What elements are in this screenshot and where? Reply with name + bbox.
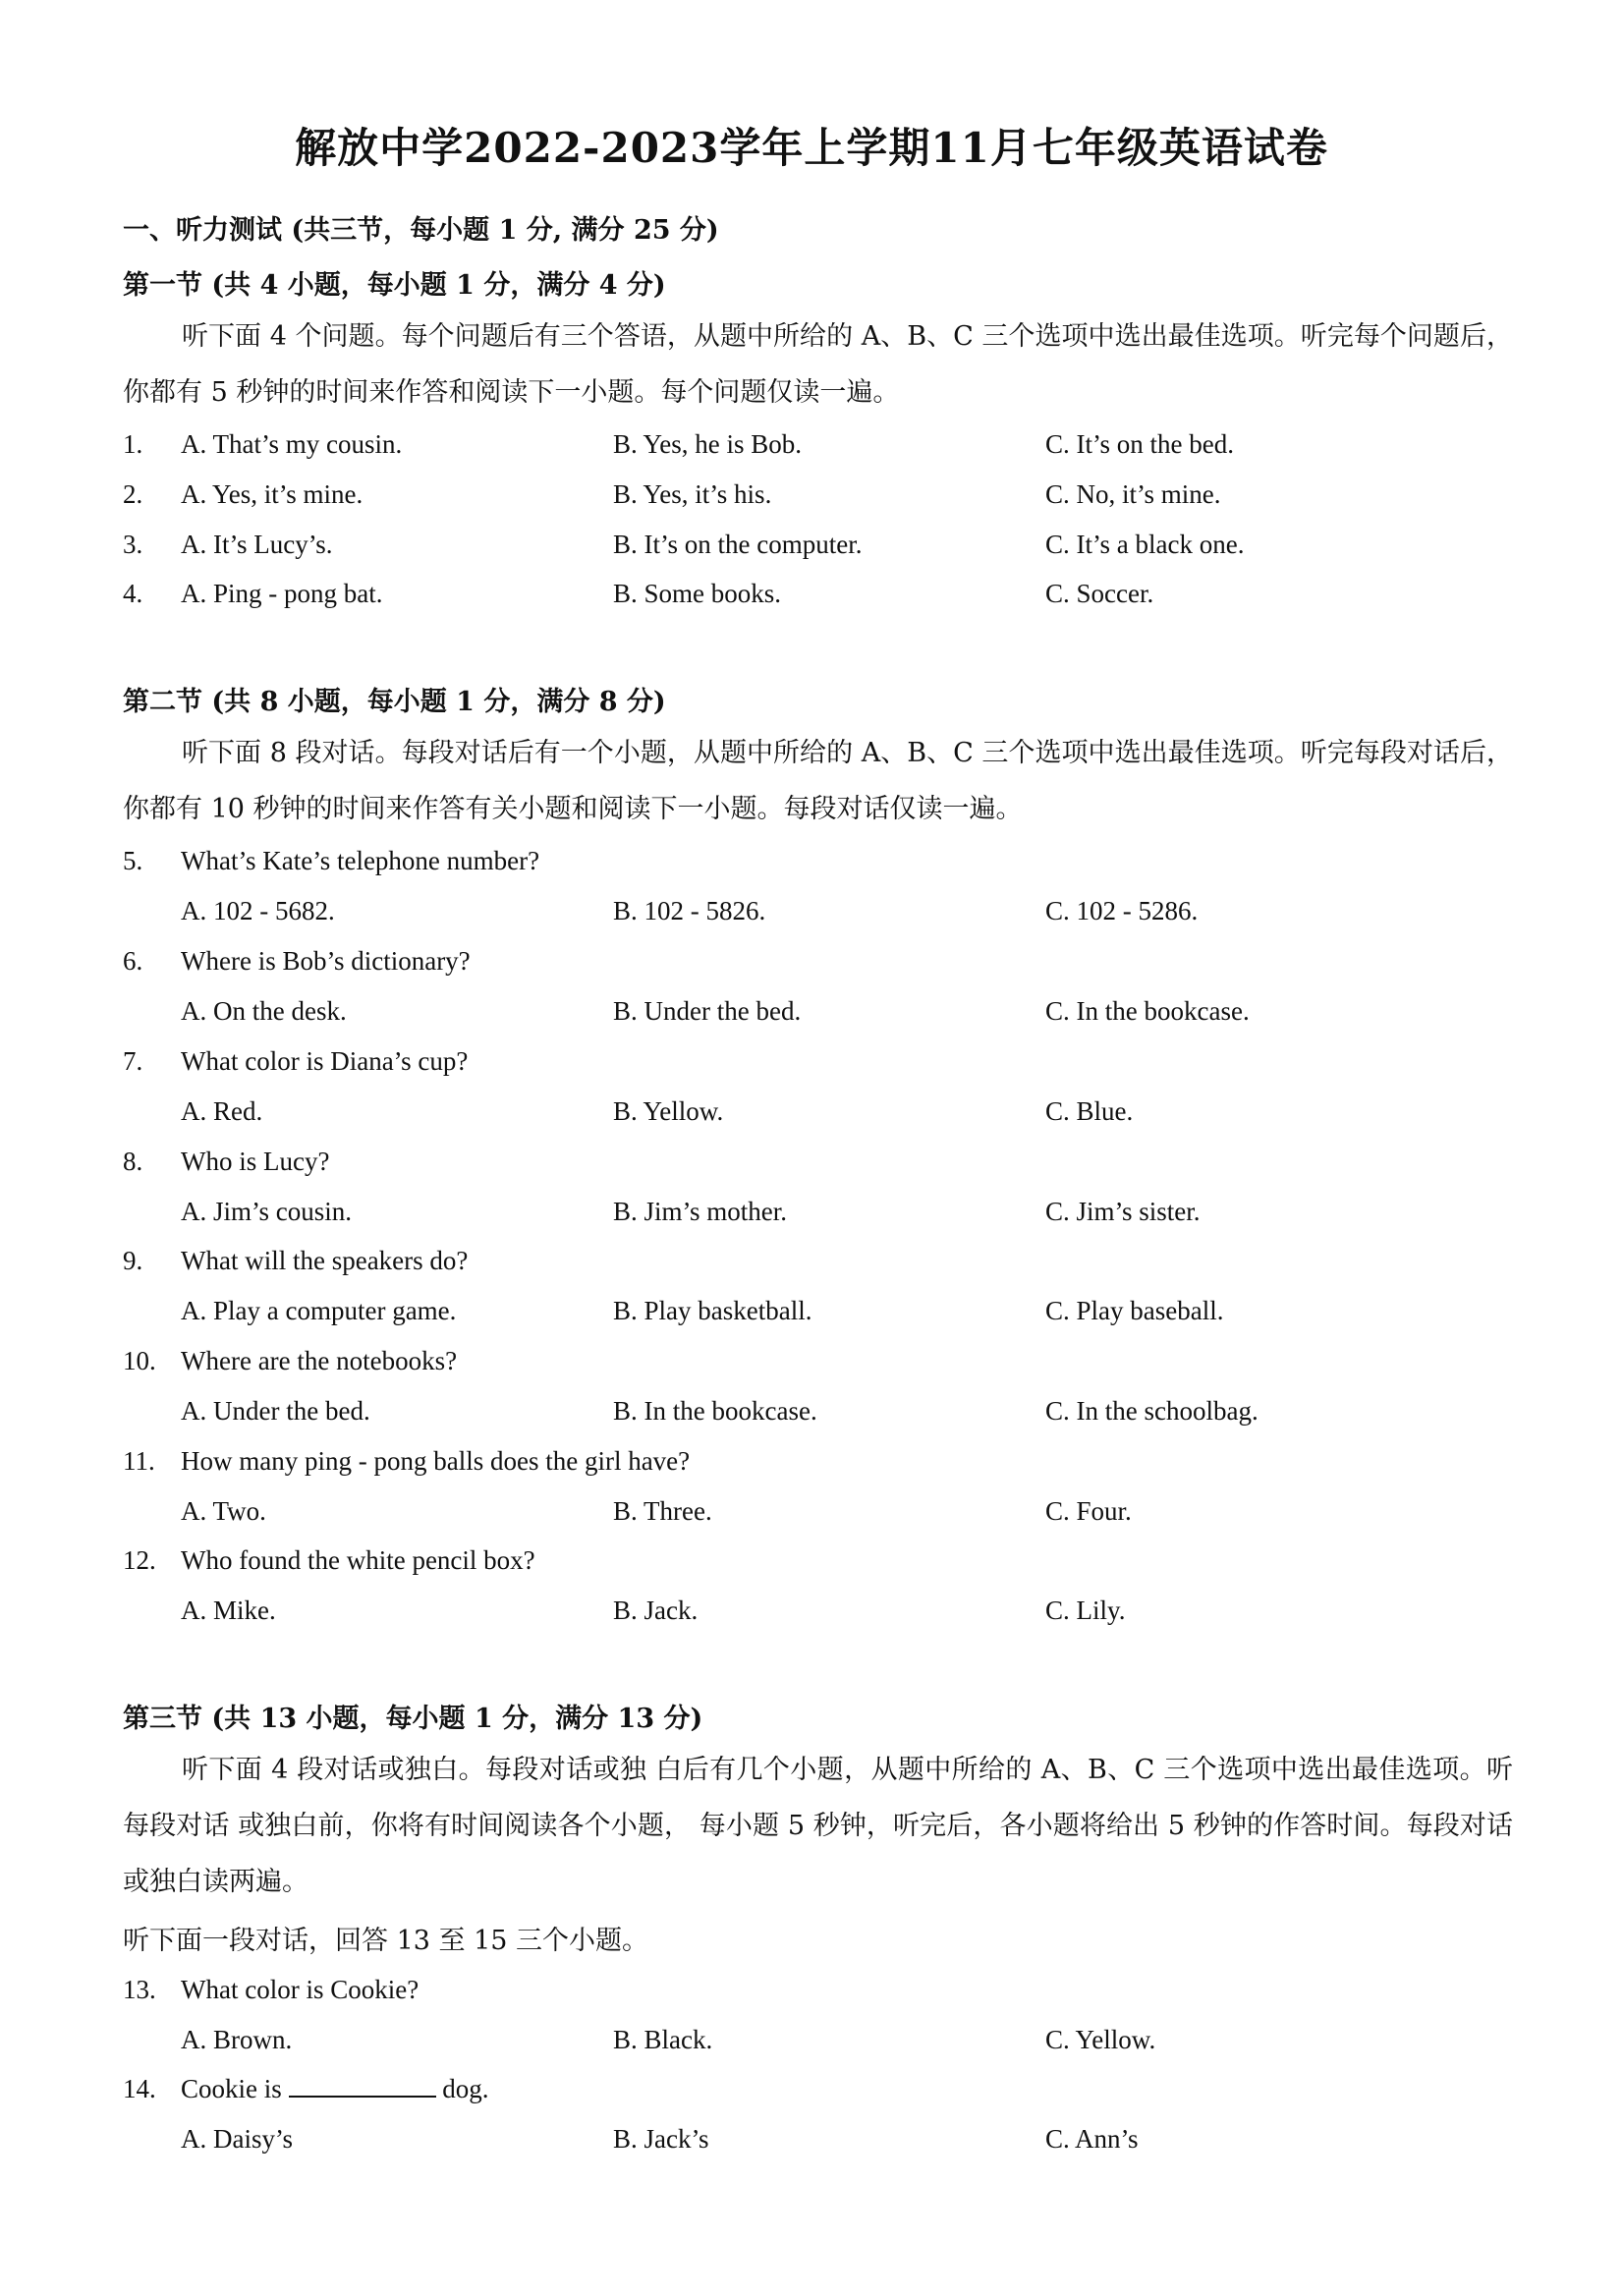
option-c: C. Four.: [1045, 1496, 1132, 1526]
question-11-options: [123, 1496, 1513, 1536]
question-text: What color is Diana’s cup?: [181, 1046, 469, 1076]
question-number: 8.: [123, 1147, 143, 1176]
option-a: A. On the desk.: [181, 996, 347, 1026]
question-6-options: [123, 996, 1513, 1036]
question-text: What’s Kate’s telephone number?: [181, 846, 540, 875]
question-13-stem: [123, 1975, 1513, 2014]
option-c: C. Yellow.: [1045, 2025, 1156, 2054]
question-number: 7.: [123, 1046, 143, 1076]
option-a: A. 102 - 5682.: [181, 896, 335, 925]
question-14-stem: [123, 2074, 1513, 2113]
option-a: A. Daisy’s: [181, 2124, 293, 2154]
option-a: A. Yes, it’s mine.: [181, 479, 364, 509]
question-8-stem: [123, 1147, 1513, 1186]
option-c: C. In the schoolbag.: [1045, 1396, 1259, 1426]
sec3-heading: 第三节 (共 13 小题，每小题 1 分，满分 13 分): [123, 1704, 703, 1734]
question-10-options: [123, 1396, 1513, 1435]
option-b: B. In the bookcase.: [613, 1396, 817, 1426]
question-6-stem: [123, 946, 1513, 985]
option-a: A. Under the bed.: [181, 1396, 370, 1426]
option-b: B. Under the bed.: [613, 996, 802, 1026]
option-a: A. It’s Lucy’s.: [181, 530, 333, 559]
question-10-stem: [123, 1346, 1513, 1385]
question-number: 14.: [123, 2074, 156, 2103]
option-a: A. Ping - pong bat.: [181, 579, 383, 608]
question-7-stem: [123, 1046, 1513, 1086]
question-text: [181, 2074, 489, 2104]
sec3-subheading: 听下面一段对话，回答 13 至 15 三个小题。: [123, 1926, 649, 1956]
option-b: B. Black.: [613, 2025, 713, 2054]
option-a: A. Jim’s cousin.: [181, 1197, 353, 1226]
option-c: C. It’s on the bed.: [1045, 429, 1234, 459]
option-b: B. Jack.: [613, 1596, 699, 1625]
question-9-options: [123, 1296, 1513, 1335]
sec3-instruction: 听下面 4 段对话或独白。每段对话或独 白后有几个小题，从题中所给的 A、B、C 三个选项中选出最佳选项。听每段对话 或独白前，你将有时间阅读各个小题， 每小题 5 秒钟，听完后，各小题将给出 5 秒钟的作答时间。每段对话或独白读两遍。: [123, 1755, 1513, 1897]
question-5-options: [123, 896, 1513, 935]
question-text: How many ping - pong balls does the girl have?: [181, 1446, 691, 1476]
sec1-instruction: 听下面 4 个问题。每个问题后有三个答语，从题中所给的 A、B、C 三个选项中选出最佳选项。听完每个问题后，你都有 5 秒钟的时间来作答和阅读下一小题。每个问题仅读一遍。: [123, 321, 1513, 408]
question-number: 3.: [123, 530, 143, 559]
option-c: C. In the bookcase.: [1045, 996, 1250, 1026]
answer-blank: [289, 2074, 436, 2098]
option-b: B. 102 - 5826.: [613, 896, 766, 925]
question-14-options: [123, 2124, 1513, 2163]
exam-title: 解放中学2022-2023学年上学期11月七年级英语试卷: [295, 124, 1328, 172]
option-a: A. Mike.: [181, 1596, 276, 1625]
option-b: B. Yellow.: [613, 1096, 724, 1126]
option-b: B. Play basketball.: [613, 1296, 812, 1325]
question-12-options: [123, 1596, 1513, 1635]
question-number: 10.: [123, 1346, 156, 1375]
option-b: B. Some books.: [613, 579, 782, 608]
question-number: 13.: [123, 1975, 156, 2004]
option-c: C. Jim’s sister.: [1045, 1197, 1201, 1226]
sec1-heading: 第一节 (共 4 小题，每小题 1 分，满分 4 分): [123, 270, 666, 301]
question-1: [123, 429, 1513, 469]
question-2: [123, 479, 1513, 519]
sec2-instruction: 听下面 8 段对话。每段对话后有一个小题，从题中所给的 A、B、C 三个选项中选出最佳选项。听完每段对话后，你都有 10 秒钟的时间来作答有关小题和阅读下一小题。每段对话仅读一遍。: [123, 738, 1513, 824]
question-text: Who found the white pencil box?: [181, 1545, 535, 1575]
option-b: B. Three.: [613, 1496, 712, 1526]
question-number: 1.: [123, 429, 143, 459]
question-text: Who is Lucy?: [181, 1147, 330, 1176]
question-13-options: [123, 2025, 1513, 2064]
question-number: 5.: [123, 846, 143, 875]
option-a: A. That’s my cousin.: [181, 429, 403, 459]
stem-prefix: Cookie is: [181, 2074, 289, 2103]
question-3: [123, 530, 1513, 569]
option-c: C. Ann’s: [1045, 2124, 1139, 2154]
question-4: [123, 579, 1513, 618]
stem-suffix: dog.: [435, 2074, 489, 2103]
question-text: Where is Bob’s dictionary?: [181, 946, 471, 976]
sec2-heading: 第二节 (共 8 小题，每小题 1 分，满分 8 分): [123, 687, 666, 717]
question-number: 12.: [123, 1545, 156, 1575]
option-c: C. Lily.: [1045, 1596, 1126, 1625]
question-number: 11.: [123, 1446, 155, 1476]
question-11-stem: [123, 1446, 1513, 1485]
option-c: C. Blue.: [1045, 1096, 1134, 1126]
option-b: B. Jack’s: [613, 2124, 709, 2154]
question-number: 9.: [123, 1246, 143, 1275]
question-text: Where are the notebooks?: [181, 1346, 458, 1375]
option-c: C. It’s a black one.: [1045, 530, 1245, 559]
option-c: C. 102 - 5286.: [1045, 896, 1199, 925]
question-12-stem: [123, 1545, 1513, 1585]
question-5-stem: [123, 846, 1513, 885]
option-b: B. Yes, he is Bob.: [613, 429, 803, 459]
option-a: A. Red.: [181, 1096, 263, 1126]
option-c: C. Play baseball.: [1045, 1296, 1224, 1325]
option-a: A. Two.: [181, 1496, 266, 1526]
option-c: C. No, it’s mine.: [1045, 479, 1221, 509]
option-b: B. Yes, it’s his.: [613, 479, 772, 509]
question-8-options: [123, 1197, 1513, 1236]
part1-heading: 一、听力测试 (共三节，每小题 1 分, 满分 25 分): [123, 215, 719, 246]
option-a: A. Play a computer game.: [181, 1296, 457, 1325]
question-7-options: [123, 1096, 1513, 1136]
question-number: 2.: [123, 479, 143, 509]
question-number: 6.: [123, 946, 143, 976]
question-text: What will the speakers do?: [181, 1246, 469, 1275]
option-b: B. It’s on the computer.: [613, 530, 863, 559]
option-c: C. Soccer.: [1045, 579, 1154, 608]
option-b: B. Jim’s mother.: [613, 1197, 788, 1226]
question-number: 4.: [123, 579, 143, 608]
question-text: What color is Cookie?: [181, 1975, 420, 2004]
option-a: A. Brown.: [181, 2025, 293, 2054]
question-9-stem: [123, 1246, 1513, 1285]
